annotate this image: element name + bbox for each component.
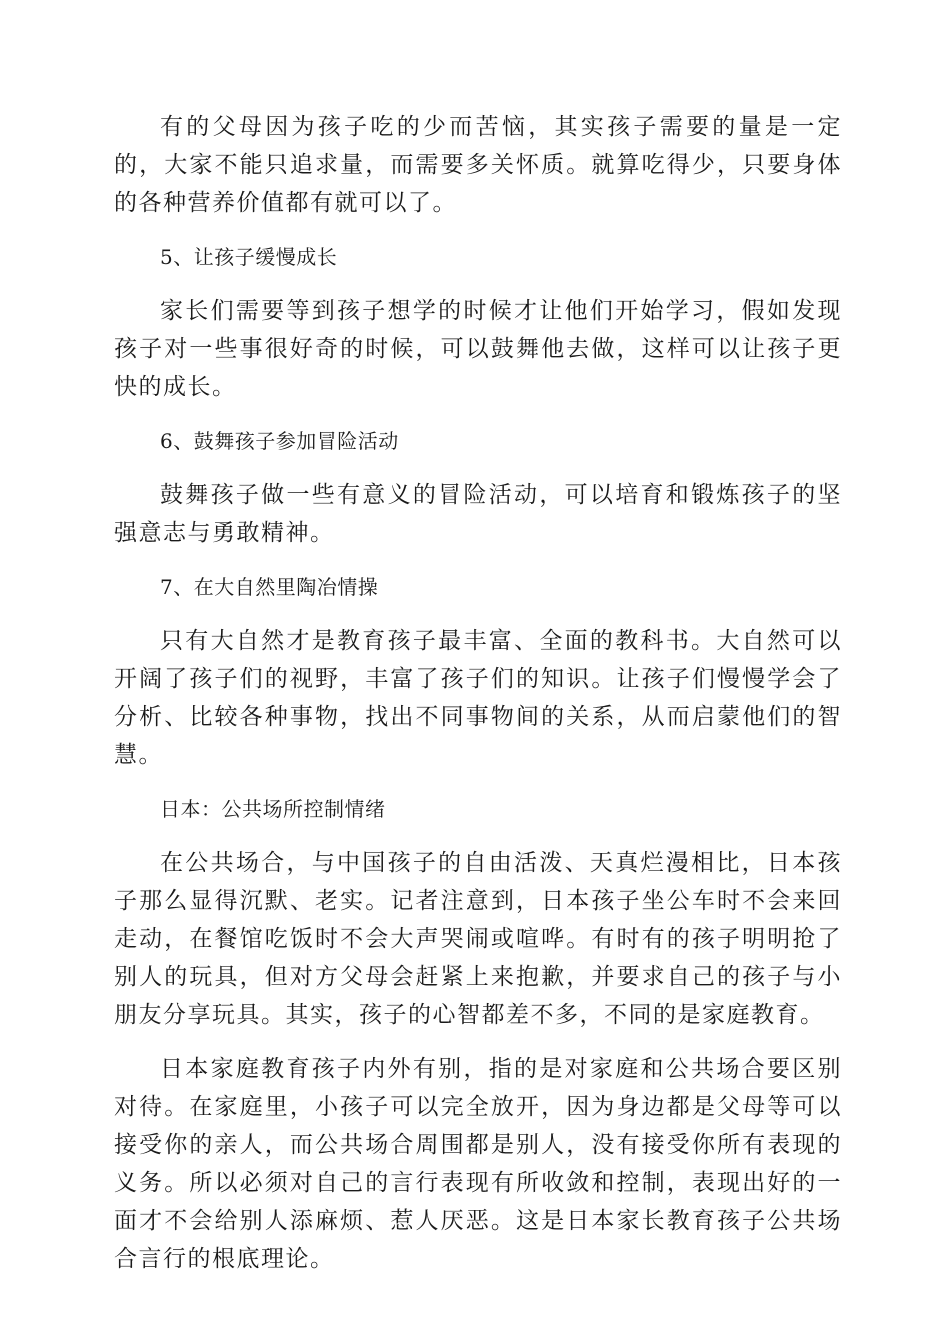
paragraph-japan-home: 日本家庭教育孩子内外有别，指的是对家庭和公共场合要区别对待。在家庭里，小孩子可以完全放开，因为身边都是父母等可以接受你的亲人，而公共场合周围都是别人，没有接受你所有表现的义务。所以必须对自己的言行表现有所收敛和控制，表现出好的一面才不会给别人添麻烦、惹人厌恶。这是日本家长教育孩子公共场合言行的根底理论。 xyxy=(114,1056,842,1272)
document-body xyxy=(114,108,842,1294)
paragraph-appetite: 有的父母因为孩子吃的少而苦恼，其实孩子需要的量是一定的，大家不能只追求量，而需要多关怀质。就算吃得少，只要身体的各种营养价值都有就可以了。 xyxy=(114,114,842,216)
heading-nature: 7、在大自然里陶冶情操 xyxy=(160,575,379,599)
heading-adventure: 6、鼓舞孩子参加冒险活动 xyxy=(160,429,399,453)
paragraph-slow-growth: 家长们需要等到孩子想学的时候才让他们开始学习，假如发现孩子对一些事很好奇的时候，可以鼓舞他去做，这样可以让孩子更快的成长。 xyxy=(114,298,842,400)
paragraph-adventure: 鼓舞孩子做一些有意义的冒险活动，可以培育和锻炼孩子的坚强意志与勇敢精神。 xyxy=(114,482,842,546)
heading-slow-growth: 5、让孩子缓慢成长 xyxy=(160,245,338,269)
paragraph-japan-public: 在公共场合，与中国孩子的自由活泼、天真烂漫相比，日本孩子那么显得沉默、老实。记者注意到，日本孩子坐公车时不会来回走动，在餐馆吃饭时不会大声哭闹或喧哗。有时有的孩子明明抢了别人的玩具，但对方父母会赶紧上来抱歉，并要求自己的孩子与小朋友分享玩具。其实，孩子的心智都差不多，不同的是家庭教育。 xyxy=(114,850,842,1028)
heading-japan: 日本：公共场所控制情绪 xyxy=(160,797,386,821)
paragraph-nature: 只有大自然才是教育孩子最丰富、全面的教科书。大自然可以开阔了孩子们的视野，丰富了孩子们的知识。让孩子们慢慢学会了分析、比较各种事物，找出不同事物间的关系，从而启蒙他们的智慧。 xyxy=(114,628,842,768)
